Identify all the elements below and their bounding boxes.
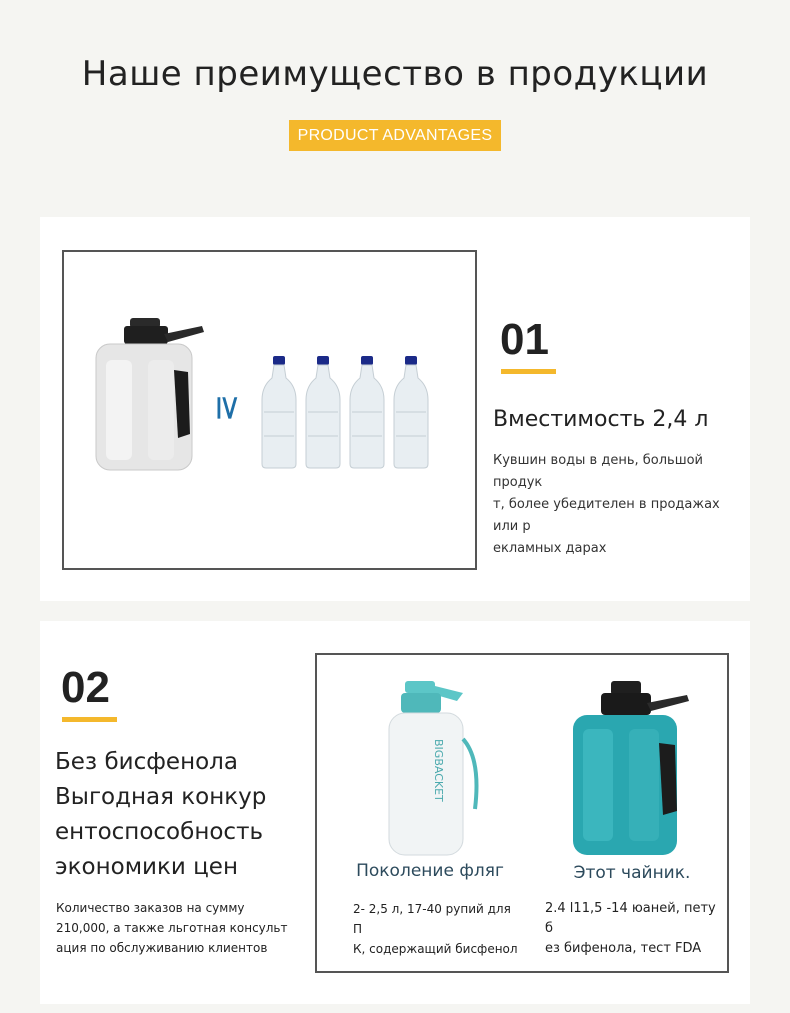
bottle-brand-text: BIGBACKET	[432, 739, 445, 802]
product-desc-kettle: 2.4 l11,5 -14 юаней, пету б ез бифенола, тест FDA	[545, 901, 716, 956]
subtitle-badge: PRODUCT ADVANTAGES	[289, 120, 501, 151]
capacity-image-frame	[62, 250, 477, 570]
water-bottle-icon	[260, 356, 298, 470]
number-underline	[62, 717, 117, 722]
water-bottle-icon	[304, 356, 342, 470]
section-number: 02	[61, 663, 110, 712]
product-caption-kettle: Этот чайник.	[573, 863, 691, 883]
water-bottle-icon	[348, 356, 386, 470]
clear-bottle-image	[385, 679, 485, 859]
water-bottle-icon	[392, 356, 430, 470]
orders-description: Количество заказов на сумму 210,000, а также льготная консульт ация по обслуживанию клиентов	[56, 901, 288, 955]
capacity-heading: Вместимость 2,4 л	[493, 407, 709, 432]
section-number: 01	[500, 315, 549, 364]
number-underline	[501, 369, 556, 374]
advantage-card-bpa-free	[40, 621, 750, 1004]
product-desc-flask: 2- 2,5 л, 17-40 рупий для П К, содержащий бисфенол	[353, 902, 518, 956]
bpa-free-heading: Без бисфенола Выгодная конкур ентоспособность экономики цен	[55, 749, 267, 880]
teal-jug-image	[567, 679, 697, 859]
product-caption-flask: Поколение фляг	[356, 861, 504, 881]
page-title: Наше преимущество в продукции	[81, 54, 709, 94]
bottles-group	[260, 356, 460, 470]
advantage-card-capacity	[40, 217, 750, 601]
capacity-description: Кувшин воды в день, большой продук т, более убедителен в продажах или р екламных дарах	[493, 453, 720, 556]
jug-image	[92, 314, 212, 474]
comparison-image-frame	[315, 653, 729, 973]
greater-or-equal-symbol: ≥	[208, 393, 249, 423]
